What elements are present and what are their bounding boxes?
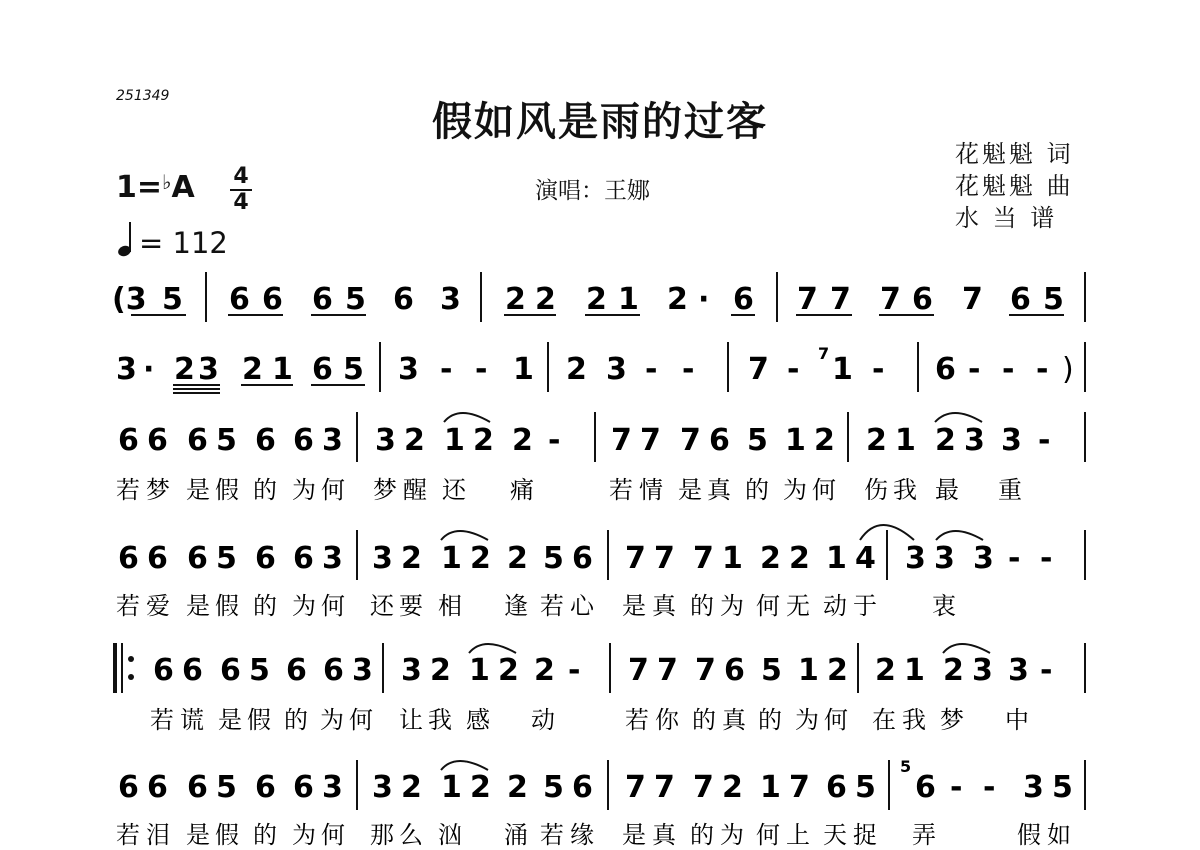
- note: 7: [693, 770, 714, 805]
- composer: 花魁魁 曲: [955, 172, 1074, 200]
- lyric-char: 中: [1005, 706, 1029, 734]
- note: 5: [855, 770, 876, 805]
- lyric-char: 还: [442, 476, 466, 504]
- lyric-char: 何: [321, 592, 345, 620]
- lyric-char: 天: [823, 821, 847, 849]
- lyric-char: 是: [622, 592, 646, 620]
- note: 6: [118, 541, 139, 576]
- note: -: [950, 770, 963, 805]
- lyric-char: 的: [253, 592, 277, 620]
- lyric-char: 为: [795, 706, 819, 734]
- note: 7: [611, 423, 632, 458]
- note: 6: [1010, 282, 1031, 317]
- note: 6: [312, 282, 333, 317]
- note: 6: [118, 423, 139, 458]
- lyric-char: 情: [639, 476, 663, 504]
- lyric-char: 是: [186, 821, 210, 849]
- song-title: 假如风是雨的过客: [432, 99, 768, 145]
- note: 1: [798, 653, 819, 688]
- lyric-char: 我: [902, 706, 926, 734]
- lyric-char: 的: [253, 821, 277, 849]
- note: 3: [606, 352, 627, 387]
- lyric-char: 于: [853, 592, 877, 620]
- note: 2: [935, 423, 956, 458]
- lyric-char: 真: [722, 706, 746, 734]
- note: 2: [507, 770, 528, 805]
- note: 5: [1052, 770, 1073, 805]
- note: 6: [915, 770, 936, 805]
- lyric-char: 是: [218, 706, 242, 734]
- lyric-char: 爱: [146, 592, 170, 620]
- lyric-char: 感: [466, 706, 490, 734]
- lyric-char: 假: [215, 476, 239, 504]
- note: -: [548, 423, 561, 458]
- lyric-char: 为: [292, 821, 316, 849]
- lyric-char: 何: [321, 476, 345, 504]
- lyric-char: 心: [570, 592, 594, 620]
- note: 3: [972, 653, 993, 688]
- note: 6: [118, 770, 139, 805]
- note: 6: [323, 653, 344, 688]
- lyric-char: 若: [116, 592, 140, 620]
- lyric-char: 的: [692, 706, 716, 734]
- note: 7: [880, 282, 901, 317]
- note: 6: [724, 653, 745, 688]
- lyric-char: 最: [935, 476, 959, 504]
- note: 7: [625, 770, 646, 805]
- note: 2: [535, 282, 556, 317]
- note: -: [1008, 541, 1021, 576]
- note: 5: [747, 423, 768, 458]
- note: 3: [440, 282, 461, 317]
- transcriber: 水 当 谱: [955, 204, 1058, 232]
- lyric-char: 何: [321, 821, 345, 849]
- grace-note: 7: [818, 344, 830, 363]
- note: -: [1040, 653, 1053, 688]
- note: 3: [398, 352, 419, 387]
- note: -: [682, 352, 695, 387]
- note: 6: [147, 541, 168, 576]
- note: 3: [322, 770, 343, 805]
- lyric-char: 痛: [510, 476, 534, 504]
- lyric-char: 在: [872, 706, 896, 734]
- note: 3: [372, 541, 393, 576]
- note: 6: [187, 770, 208, 805]
- note: -: [475, 352, 488, 387]
- lyric-char: 我: [893, 476, 917, 504]
- note: 7: [628, 653, 649, 688]
- note: ·: [143, 352, 155, 387]
- lyric-char: 的: [690, 592, 714, 620]
- note: -: [787, 352, 800, 387]
- note: 6: [572, 541, 593, 576]
- note: 7: [693, 541, 714, 576]
- note: 1: [760, 770, 781, 805]
- note: 1: [722, 541, 743, 576]
- lyric-char: 动: [823, 592, 847, 620]
- note: 3: [1023, 770, 1044, 805]
- lyric-char: 何: [756, 821, 780, 849]
- note: 6: [187, 541, 208, 576]
- lyric-char: 若: [116, 476, 140, 504]
- note: 1: [444, 423, 465, 458]
- lyric-char: 若: [625, 706, 649, 734]
- note: -: [568, 653, 581, 688]
- lyric-char: 衷: [932, 592, 956, 620]
- note: 3: [352, 653, 373, 688]
- lyric-char: 泪: [146, 821, 170, 849]
- note: -: [968, 352, 981, 387]
- lyric-char: 逢: [504, 592, 528, 620]
- note: 6: [286, 653, 307, 688]
- note: 6: [229, 282, 250, 317]
- lyric-char: 醒: [403, 476, 427, 504]
- note: 6: [255, 541, 276, 576]
- lyric-char: 伤: [864, 476, 888, 504]
- note: 1: [469, 653, 490, 688]
- note: 7: [962, 282, 983, 317]
- note: 1: [826, 541, 847, 576]
- beams: [131, 315, 1064, 393]
- note: 5: [216, 770, 237, 805]
- note: -: [983, 770, 996, 805]
- note: 2: [875, 653, 896, 688]
- singer: 演唱：王娜: [535, 178, 650, 204]
- lyric-char: 为: [320, 706, 344, 734]
- note: 5: [345, 282, 366, 317]
- tempo-marking: = 112: [118, 226, 228, 260]
- note: 7: [625, 541, 646, 576]
- lyric-char: 动: [531, 706, 555, 734]
- lyric-char: 若: [150, 706, 174, 734]
- note: 2: [512, 423, 533, 458]
- lyric-char: 的: [758, 706, 782, 734]
- note: 1: [272, 352, 293, 387]
- note: 6: [255, 770, 276, 805]
- lyric-char: 弄: [912, 821, 936, 849]
- key-signature: 1=♭A: [116, 170, 195, 205]
- note: 3: [934, 541, 955, 576]
- note: -: [645, 352, 658, 387]
- lyric-char: 谎: [180, 706, 204, 734]
- note: 6: [147, 423, 168, 458]
- note: 2: [586, 282, 607, 317]
- note: 6: [182, 653, 203, 688]
- note: 7: [640, 423, 661, 458]
- lyric-char: 为: [292, 592, 316, 620]
- note: 1: [832, 352, 853, 387]
- note: -: [1038, 423, 1051, 458]
- lyric-char: 若: [540, 592, 564, 620]
- note: 5: [162, 282, 183, 317]
- note: 6: [393, 282, 414, 317]
- note: 6: [147, 770, 168, 805]
- lyric-char: 真: [652, 592, 676, 620]
- note: 6: [220, 653, 241, 688]
- note: -: [872, 352, 885, 387]
- note: 6: [709, 423, 730, 458]
- lyric-char: 的: [745, 476, 769, 504]
- note: -: [1036, 352, 1049, 387]
- lyric-char: 涌: [504, 821, 528, 849]
- lyric-char: 为: [783, 476, 807, 504]
- lyric-char: 为: [720, 592, 744, 620]
- score-number: 251349: [116, 88, 170, 104]
- note: 5: [216, 541, 237, 576]
- note: -: [1002, 352, 1015, 387]
- lyric-char: 么: [399, 821, 423, 849]
- lyric-char: 是: [622, 821, 646, 849]
- lyric-char: 如: [1047, 821, 1071, 849]
- note: 7: [797, 282, 818, 317]
- lyric-char: 梦: [146, 476, 170, 504]
- note: 2: [789, 541, 810, 576]
- note: 2: [404, 423, 425, 458]
- note: 7: [789, 770, 810, 805]
- lyric-char: 若: [116, 821, 140, 849]
- note: 2: [498, 653, 519, 688]
- note: 7: [748, 352, 769, 387]
- note: 3: [964, 423, 985, 458]
- lyric-char: 是: [186, 592, 210, 620]
- note: -: [1040, 541, 1053, 576]
- lyric-char: 相: [438, 592, 462, 620]
- note: 1: [904, 653, 925, 688]
- lyric-char: 重: [998, 476, 1022, 504]
- note: 2: [401, 541, 422, 576]
- note: 6: [572, 770, 593, 805]
- note: 7: [657, 653, 678, 688]
- flat-icon: ♭: [162, 170, 172, 194]
- note: 2: [473, 423, 494, 458]
- note: 5: [343, 352, 364, 387]
- note: (3: [112, 282, 147, 317]
- lyric-char: 假: [247, 706, 271, 734]
- note: 5: [761, 653, 782, 688]
- note: 3: [375, 423, 396, 458]
- note: 6: [255, 423, 276, 458]
- lyric-char: 上: [786, 821, 810, 849]
- lyric-char: 真: [707, 476, 731, 504]
- note: 7: [695, 653, 716, 688]
- note: 6: [935, 352, 956, 387]
- note: 3: [905, 541, 926, 576]
- lyric-char: 假: [1017, 821, 1041, 849]
- lyric-char: 还: [370, 592, 394, 620]
- note: 2: [430, 653, 451, 688]
- lyric-char: 为: [292, 476, 316, 504]
- note: 6: [293, 423, 314, 458]
- lyric-char: 假: [215, 821, 239, 849]
- note: 2: [505, 282, 526, 317]
- note: 3: [116, 352, 137, 387]
- lyricist: 花魁魁 词: [955, 140, 1074, 168]
- lyric-char: 的: [284, 706, 308, 734]
- lyric-char: 你: [655, 706, 679, 734]
- note: 1: [441, 541, 462, 576]
- note: 3: [198, 352, 219, 387]
- note: 6: [912, 282, 933, 317]
- grace-note: 5: [900, 757, 912, 776]
- lyric-char: 是: [678, 476, 702, 504]
- lyric-char: 何: [824, 706, 848, 734]
- note: ·: [698, 282, 710, 317]
- lyric-char: 梦: [373, 476, 397, 504]
- lyric-char: 为: [720, 821, 744, 849]
- lyric-char: 梦: [940, 706, 964, 734]
- note: 5: [216, 423, 237, 458]
- note: 3: [322, 541, 343, 576]
- lyric-char: 的: [253, 476, 277, 504]
- lyric-char: 捉: [853, 821, 877, 849]
- note: 2: [507, 541, 528, 576]
- note: 6: [826, 770, 847, 805]
- note: 3: [322, 423, 343, 458]
- note: 3: [372, 770, 393, 805]
- note: 2: [534, 653, 555, 688]
- note: 2: [566, 352, 587, 387]
- note: 7: [654, 541, 675, 576]
- note: 3: [401, 653, 422, 688]
- lyric-char: 若: [609, 476, 633, 504]
- lyric-char: 假: [215, 592, 239, 620]
- note: 7: [830, 282, 851, 317]
- note: 5: [1043, 282, 1064, 317]
- note: 2: [174, 352, 195, 387]
- note: 7: [654, 770, 675, 805]
- lyric-char: 无: [786, 592, 810, 620]
- lyric-char: 让: [399, 706, 423, 734]
- lyric-char: 若: [540, 821, 564, 849]
- note: 2: [470, 770, 491, 805]
- note: 7: [680, 423, 701, 458]
- lyric-char: 何: [349, 706, 373, 734]
- note: 1: [618, 282, 639, 317]
- note: 5: [543, 541, 564, 576]
- note: 6: [262, 282, 283, 317]
- lyric-char: 我: [428, 706, 452, 734]
- note: 5: [249, 653, 270, 688]
- note: 6: [293, 770, 314, 805]
- lyric-char: 汹: [438, 821, 462, 849]
- lyric-char: 真: [652, 821, 676, 849]
- note: 2: [722, 770, 743, 805]
- note: 6: [293, 541, 314, 576]
- note: 6: [187, 423, 208, 458]
- note: 2: [401, 770, 422, 805]
- note: 2: [667, 282, 688, 317]
- note: 2: [760, 541, 781, 576]
- note: 3: [1001, 423, 1022, 458]
- note: 3: [973, 541, 994, 576]
- note: 2: [827, 653, 848, 688]
- note: 1: [513, 352, 534, 387]
- time-signature: 4 4: [230, 166, 252, 214]
- note: 1: [441, 770, 462, 805]
- note: 6: [153, 653, 174, 688]
- note: 1: [895, 423, 916, 458]
- note: 2: [943, 653, 964, 688]
- lyric-char: 缘: [570, 821, 594, 849]
- note: 6: [733, 282, 754, 317]
- lyric-char: 的: [690, 821, 714, 849]
- note: 2: [242, 352, 263, 387]
- note: 3: [1008, 653, 1029, 688]
- note: 2: [866, 423, 887, 458]
- note: 2: [814, 423, 835, 458]
- note: 5: [543, 770, 564, 805]
- lyric-char: 要: [399, 592, 423, 620]
- note: 2: [470, 541, 491, 576]
- lyric-char: 何: [812, 476, 836, 504]
- lyric-char: 那: [370, 821, 394, 849]
- lyric-char: 是: [186, 476, 210, 504]
- note: -: [440, 352, 453, 387]
- note: 4: [855, 541, 876, 576]
- note: 6: [312, 352, 333, 387]
- paren: ): [1062, 352, 1074, 387]
- note: 1: [785, 423, 806, 458]
- repeat-start-sign: [113, 643, 134, 693]
- lyric-char: 何: [756, 592, 780, 620]
